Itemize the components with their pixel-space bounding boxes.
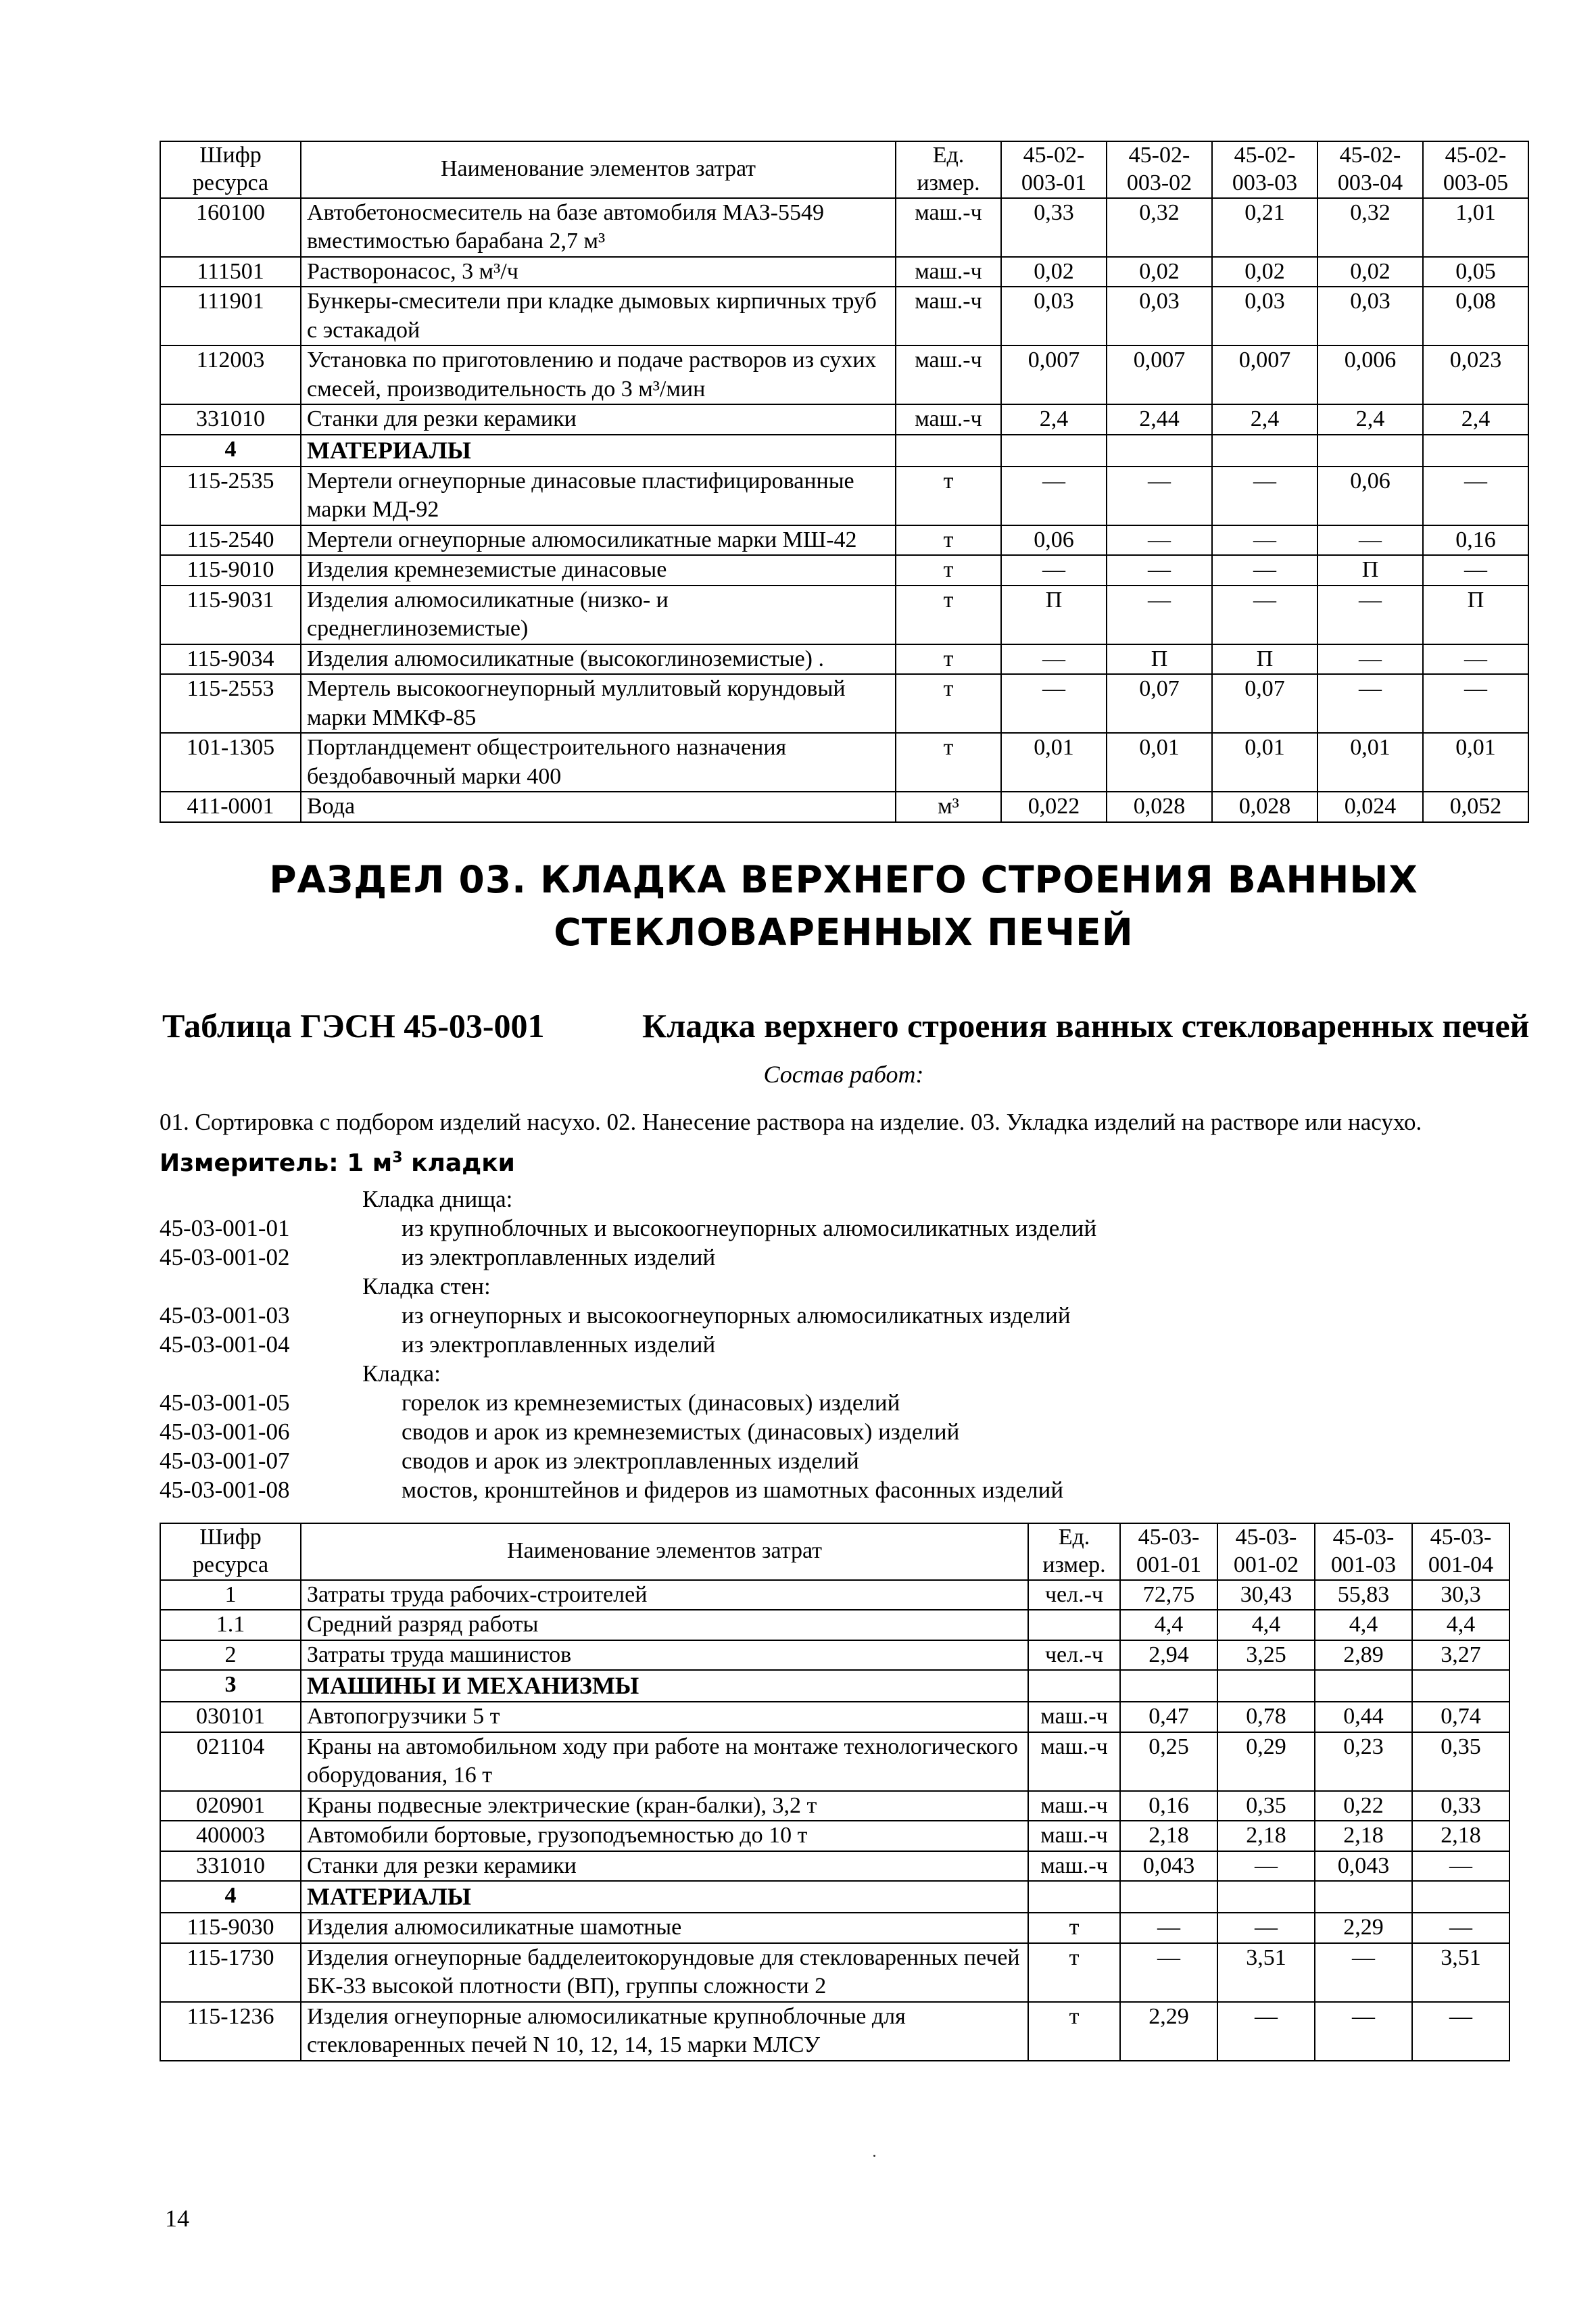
work-item-code: 45-03-001-08 <box>160 1477 290 1503</box>
resource-table-45-03-001 <box>160 1523 1510 2061</box>
cell-value: 0,23 <box>1315 1732 1412 1791</box>
work-item-code: 45-03-001-03 <box>160 1302 290 1329</box>
table-row <box>160 1913 1509 1943</box>
cell-value: 0,06 <box>1317 467 1423 525</box>
cell-code: 115-2535 <box>160 467 301 525</box>
cell-unit: маш.-ч <box>1028 1791 1120 1821</box>
cell-code: 4 <box>160 1881 301 1913</box>
work-item-code: 45-03-001-07 <box>160 1448 290 1474</box>
cell-value: — <box>1217 1851 1315 1882</box>
cell-value: 0,44 <box>1315 1702 1412 1732</box>
table-row <box>160 345 1528 404</box>
cell-value <box>1217 1670 1315 1702</box>
page-number: 14 <box>165 2205 189 2232</box>
cell-name: МАШИНЫ И МЕХАНИЗМЫ <box>301 1670 1028 1702</box>
cell-name: Затраты труда рабочих-строителей <box>301 1580 1028 1610</box>
cell-value: — <box>1317 586 1423 644</box>
cell-code: 115-2553 <box>160 674 301 733</box>
cell-value: — <box>1120 1943 1217 2002</box>
cell-value: 2,44 <box>1107 404 1212 435</box>
cell-value: — <box>1423 555 1528 586</box>
cell-unit: чел.-ч <box>1028 1580 1120 1610</box>
cell-value: 0,32 <box>1317 198 1423 257</box>
cell-unit: маш.-ч <box>1028 1702 1120 1732</box>
cell-code: 020901 <box>160 1791 301 1821</box>
cell-value: — <box>1412 1913 1509 1943</box>
cell-value: — <box>1317 644 1423 675</box>
work-item-desc: сводов и арок из электроплавленных изделий <box>402 1448 859 1474</box>
cell-value: 0,01 <box>1317 733 1423 792</box>
table-row <box>160 1732 1509 1791</box>
cell-value: — <box>1315 2002 1412 2061</box>
cell-value: 3,25 <box>1217 1640 1315 1671</box>
cell-value: П <box>1212 644 1317 675</box>
cell-value: 0,33 <box>1001 198 1107 257</box>
cell-value: 0,052 <box>1423 792 1528 822</box>
cell-value: 72,75 <box>1120 1580 1217 1610</box>
cell-name: Изделия огнеупорные бадделеитокорундовые для стекловаренных печей БК-33 высокой плотности (ВП), группы сложности 2 <box>301 1943 1028 2002</box>
cell-code: 111901 <box>160 287 301 345</box>
cell-value: П <box>1317 555 1423 586</box>
cell-value <box>1315 1881 1412 1913</box>
header-col: 45-02-003-03 <box>1212 141 1317 198</box>
cell-value: 2,18 <box>1412 1821 1509 1851</box>
cell-value: — <box>1001 467 1107 525</box>
cell-value: — <box>1217 2002 1315 2061</box>
cell-code: 1.1 <box>160 1610 301 1640</box>
cell-code: 115-9034 <box>160 644 301 675</box>
cell-name: Автобетоносмеситель на базе автомобиля МАЗ-5549 вместимостью барабана 2,7 м³ <box>301 198 896 257</box>
cell-code: 115-9031 <box>160 586 301 644</box>
cell-value: — <box>1317 674 1423 733</box>
cell-name: Растворонасос, 3 м³/ч <box>301 257 896 287</box>
cell-name: Мертели огнеупорные алюмосиликатные марки МШ-42 <box>301 525 896 556</box>
cell-value: 55,83 <box>1315 1580 1412 1610</box>
cell-name: Мертель высокоогнеупорный муллитовый корундовый марки ММКФ-85 <box>301 674 896 733</box>
cell-unit: т <box>896 525 1001 556</box>
cell-value: 2,18 <box>1120 1821 1217 1851</box>
cell-value: 30,43 <box>1217 1580 1315 1610</box>
cell-value: — <box>1412 1851 1509 1882</box>
cell-value: 0,023 <box>1423 345 1528 404</box>
cell-value: — <box>1107 586 1212 644</box>
cell-code: 115-2540 <box>160 525 301 556</box>
cell-value <box>1412 1881 1509 1913</box>
table-row <box>160 1702 1509 1732</box>
cell-value: 0,78 <box>1217 1702 1315 1732</box>
table-header-row <box>160 1523 1509 1580</box>
cell-value: 0,007 <box>1107 345 1212 404</box>
table-title: Кладка верхнего строения ванных стекловаренных печей <box>642 1007 1530 1045</box>
header-col: 45-02-003-04 <box>1317 141 1423 198</box>
cell-name: МАТЕРИАЛЫ <box>301 1881 1028 1913</box>
cell-value <box>1315 1670 1412 1702</box>
cell-code: 160100 <box>160 198 301 257</box>
cell-code: 331010 <box>160 404 301 435</box>
cell-value: 30,3 <box>1412 1580 1509 1610</box>
cell-value: 4,4 <box>1120 1610 1217 1640</box>
cell-value: 0,07 <box>1107 674 1212 733</box>
work-item-code: 45-03-001-06 <box>160 1418 290 1445</box>
work-item-desc: горелок из кремнеземистых (динасовых) изделий <box>402 1389 900 1416</box>
table-row <box>160 1943 1509 2002</box>
cell-code: 411-0001 <box>160 792 301 822</box>
cell-code: 115-1730 <box>160 1943 301 2002</box>
section-title <box>160 853 1528 959</box>
cell-value: — <box>1107 525 1212 556</box>
cell-unit: т <box>896 467 1001 525</box>
cell-value: 2,29 <box>1120 2002 1217 2061</box>
meter-line <box>160 1149 515 1177</box>
work-item-desc: мостов, кронштейнов и фидеров из шамотных фасонных изделий <box>402 1477 1064 1503</box>
cell-name: Краны подвесные электрические (кран-балки), 3,2 т <box>301 1791 1028 1821</box>
cell-value: 0,007 <box>1001 345 1107 404</box>
cell-unit: маш.-ч <box>1028 1821 1120 1851</box>
cell-value: 0,02 <box>1317 257 1423 287</box>
cell-value: 0,01 <box>1001 733 1107 792</box>
cell-unit: т <box>1028 1943 1120 2002</box>
cell-name: Изделия алюмосиликатные (высокоглиноземистые) . <box>301 644 896 675</box>
table-row <box>160 198 1528 257</box>
cell-value: 3,51 <box>1412 1943 1509 2002</box>
header-col: 45-03-001-03 <box>1315 1523 1412 1580</box>
cell-value: — <box>1107 555 1212 586</box>
work-item-code: 45-03-001-02 <box>160 1244 290 1270</box>
cell-unit: т <box>896 674 1001 733</box>
cell-value: — <box>1412 2002 1509 2061</box>
cell-value <box>1120 1670 1217 1702</box>
cell-value: 0,03 <box>1107 287 1212 345</box>
work-steps: 01. Сортировка с подбором изделий насухо. 02. Нанесение раствора на изделие. 03. Укладка изделий на растворе или насухо. <box>160 1109 1422 1135</box>
table-row <box>160 404 1528 435</box>
cell-value: — <box>1107 467 1212 525</box>
cell-value: 0,02 <box>1001 257 1107 287</box>
cell-value: 2,89 <box>1315 1640 1412 1671</box>
cell-unit: маш.-ч <box>1028 1732 1120 1791</box>
cell-value: 0,028 <box>1212 792 1317 822</box>
section-title-line: СТЕКЛОВАРЕННЫХ ПЕЧЕЙ <box>554 911 1134 954</box>
cell-value <box>1317 435 1423 467</box>
table-row <box>160 2002 1509 2061</box>
cell-code: 112003 <box>160 345 301 404</box>
section-row <box>160 435 1528 467</box>
cell-value: 0,03 <box>1317 287 1423 345</box>
cell-code: 4 <box>160 435 301 467</box>
cell-name: Автомобили бортовые, грузоподъемностью до 10 т <box>301 1821 1028 1851</box>
cell-value <box>1217 1881 1315 1913</box>
cell-value: — <box>1001 644 1107 675</box>
cell-code: 1 <box>160 1580 301 1610</box>
cell-value <box>1120 1881 1217 1913</box>
cell-value: 0,16 <box>1423 525 1528 556</box>
table-row <box>160 257 1528 287</box>
table-row <box>160 644 1528 675</box>
cell-value: 0,01 <box>1423 733 1528 792</box>
cell-unit: маш.-ч <box>896 345 1001 404</box>
cell-value: 0,02 <box>1107 257 1212 287</box>
cell-value: 0,006 <box>1317 345 1423 404</box>
cell-value: — <box>1001 555 1107 586</box>
cell-value: 4,4 <box>1412 1610 1509 1640</box>
cell-unit <box>1028 1670 1120 1702</box>
cell-value: 0,05 <box>1423 257 1528 287</box>
cell-value: П <box>1423 586 1528 644</box>
cell-value: 0,35 <box>1217 1791 1315 1821</box>
cell-name: Изделия алюмосиликатные шамотные <box>301 1913 1028 1943</box>
cell-value: 0,007 <box>1212 345 1317 404</box>
cell-code: 115-1236 <box>160 2002 301 2061</box>
header-col: 45-03-001-01 <box>1120 1523 1217 1580</box>
cell-value: 0,043 <box>1315 1851 1412 1882</box>
cell-value: 4,4 <box>1217 1610 1315 1640</box>
section-title-line: РАЗДЕЛ 03. КЛАДКА ВЕРХНЕГО СТРОЕНИЯ ВАННЫХ <box>269 858 1418 901</box>
cell-value <box>1001 435 1107 467</box>
cell-value: 0,03 <box>1212 287 1317 345</box>
header-code: Шифр ресурса <box>160 141 301 198</box>
table-row <box>160 1821 1509 1851</box>
header-col: 45-02-003-02 <box>1107 141 1212 198</box>
cell-value: 1,01 <box>1423 198 1528 257</box>
cell-name: Станки для резки керамики <box>301 404 896 435</box>
meter-prefix: Измеритель: 1 м <box>160 1149 393 1177</box>
cell-value: 2,18 <box>1217 1821 1315 1851</box>
work-item-desc: из огнеупорных и высокоогнеупорных алюмосиликатных изделий <box>402 1302 1071 1329</box>
cell-value: — <box>1423 467 1528 525</box>
cell-value: — <box>1212 586 1317 644</box>
cell-value: — <box>1212 525 1317 556</box>
cell-value: 0,01 <box>1107 733 1212 792</box>
header-col: 45-02-003-01 <box>1001 141 1107 198</box>
cell-value: 0,024 <box>1317 792 1423 822</box>
cell-unit: т <box>896 644 1001 675</box>
cell-value: 0,74 <box>1412 1702 1509 1732</box>
cell-value: 2,4 <box>1317 404 1423 435</box>
cell-value: 2,4 <box>1212 404 1317 435</box>
composition-label: Состав работ: <box>763 1061 924 1088</box>
cell-unit: м³ <box>896 792 1001 822</box>
table-header-row <box>160 141 1528 198</box>
table-row <box>160 1610 1509 1640</box>
table-row <box>160 733 1528 792</box>
work-item-code: 45-03-001-05 <box>160 1389 290 1416</box>
cell-value: 0,22 <box>1315 1791 1412 1821</box>
cell-value: 3,27 <box>1412 1640 1509 1671</box>
section-row <box>160 1881 1509 1913</box>
cell-unit: т <box>896 733 1001 792</box>
work-item-desc: из электроплавленных изделий <box>402 1244 716 1270</box>
work-item-code: 45-03-001-01 <box>160 1215 290 1241</box>
cell-code: 101-1305 <box>160 733 301 792</box>
cell-name: Автопогрузчики 5 т <box>301 1702 1028 1732</box>
cell-unit: маш.-ч <box>896 287 1001 345</box>
cell-value: — <box>1315 1943 1412 2002</box>
work-group-label: Кладка днища: <box>362 1186 513 1212</box>
cell-value <box>1423 435 1528 467</box>
table-row <box>160 674 1528 733</box>
cell-value: — <box>1212 555 1317 586</box>
header-unit: Ед. измер. <box>896 141 1001 198</box>
cell-value <box>1412 1670 1509 1702</box>
header-unit: Ед. измер. <box>1028 1523 1120 1580</box>
table-row <box>160 1851 1509 1882</box>
table-row <box>160 1640 1509 1671</box>
cell-value: 0,29 <box>1217 1732 1315 1791</box>
cell-value: — <box>1001 674 1107 733</box>
cell-value: 0,16 <box>1120 1791 1217 1821</box>
cell-name: Бункеры-смесители при кладке дымовых кирпичных труб с эстакадой <box>301 287 896 345</box>
cell-value: 0,07 <box>1212 674 1317 733</box>
cell-name: Средний разряд работы <box>301 1610 1028 1640</box>
cell-unit: т <box>896 586 1001 644</box>
cell-value <box>1107 435 1212 467</box>
cell-value: 3,51 <box>1217 1943 1315 2002</box>
cell-code: 021104 <box>160 1732 301 1791</box>
header-col: 45-02-003-05 <box>1423 141 1528 198</box>
cell-name: Изделия алюмосиликатные (низко- и среднеглиноземистые) <box>301 586 896 644</box>
cell-code: 2 <box>160 1640 301 1671</box>
cell-unit: маш.-ч <box>896 198 1001 257</box>
work-item-desc: из крупноблочных и высокоогнеупорных алюмосиликатных изделий <box>402 1215 1097 1241</box>
work-item-code: 45-03-001-04 <box>160 1331 290 1358</box>
cell-value: — <box>1317 525 1423 556</box>
cell-code: 331010 <box>160 1851 301 1882</box>
work-item-desc: из электроплавленных изделий <box>402 1331 716 1358</box>
table-row <box>160 1791 1509 1821</box>
cell-value: 0,043 <box>1120 1851 1217 1882</box>
cell-value: 0,06 <box>1001 525 1107 556</box>
cell-code: 111501 <box>160 257 301 287</box>
cell-unit: маш.-ч <box>896 404 1001 435</box>
cell-value: 0,01 <box>1212 733 1317 792</box>
cell-value: П <box>1001 586 1107 644</box>
cell-unit <box>896 435 1001 467</box>
cell-name: Изделия огнеупорные алюмосиликатные крупноблочные для стекловаренных печей N 10, 12, 14, 15 марки МЛСУ <box>301 2002 1028 2061</box>
work-group-label: Кладка стен: <box>362 1273 491 1299</box>
work-item-desc: сводов и арок из кремнеземистых (динасовых) изделий <box>402 1418 960 1445</box>
header-col: 45-03-001-02 <box>1217 1523 1315 1580</box>
cell-value: 0,32 <box>1107 198 1212 257</box>
table-label: Таблица ГЭСН 45-03-001 <box>162 1007 545 1045</box>
header-name: Наименование элементов затрат <box>301 1523 1028 1580</box>
table-row <box>160 287 1528 345</box>
meter-sup: 3 <box>392 1149 403 1166</box>
cell-value <box>1212 435 1317 467</box>
cell-value: 0,08 <box>1423 287 1528 345</box>
cell-unit <box>1028 1881 1120 1913</box>
cell-value: — <box>1217 1913 1315 1943</box>
cell-value: 0,21 <box>1212 198 1317 257</box>
meter-suffix: кладки <box>402 1149 515 1177</box>
header-code: Шифр ресурса <box>160 1523 301 1580</box>
cell-unit: маш.-ч <box>896 257 1001 287</box>
cell-code: 115-9030 <box>160 1913 301 1943</box>
cell-value: 0,022 <box>1001 792 1107 822</box>
cell-value: 0,25 <box>1120 1732 1217 1791</box>
cell-value: 2,18 <box>1315 1821 1412 1851</box>
cell-name: Краны на автомобильном ходу при работе на монтаже технологического оборудования, 16 т <box>301 1732 1028 1791</box>
cell-unit: чел.-ч <box>1028 1640 1120 1671</box>
scan-speck <box>873 2155 875 2157</box>
table-row <box>160 792 1528 822</box>
cell-value: 0,35 <box>1412 1732 1509 1791</box>
table-row <box>160 555 1528 586</box>
cell-value: 2,4 <box>1001 404 1107 435</box>
cell-name: Затраты труда машинистов <box>301 1640 1028 1671</box>
header-name: Наименование элементов затрат <box>301 141 896 198</box>
cell-value: 0,47 <box>1120 1702 1217 1732</box>
cell-unit: т <box>1028 1913 1120 1943</box>
cell-name: Вода <box>301 792 896 822</box>
cell-value: П <box>1107 644 1212 675</box>
cell-value: — <box>1423 674 1528 733</box>
cell-code: 115-9010 <box>160 555 301 586</box>
cell-value: 2,29 <box>1315 1913 1412 1943</box>
cell-value: 2,94 <box>1120 1640 1217 1671</box>
cell-value: 2,4 <box>1423 404 1528 435</box>
cell-unit: т <box>1028 2002 1120 2061</box>
table-row <box>160 586 1528 644</box>
work-group-label: Кладка: <box>362 1360 441 1387</box>
cell-name: Установка по приготовлению и подаче растворов из сухих смесей, производительность до 3 м³/мин <box>301 345 896 404</box>
table-row <box>160 1580 1509 1610</box>
cell-code: 030101 <box>160 1702 301 1732</box>
cell-unit: маш.-ч <box>1028 1851 1120 1882</box>
header-col: 45-03-001-04 <box>1412 1523 1509 1580</box>
cell-code: 400003 <box>160 1821 301 1851</box>
cell-name: Мертели огнеупорные динасовые пластифицированные марки МД-92 <box>301 467 896 525</box>
cell-unit <box>1028 1610 1120 1640</box>
cell-value: 4,4 <box>1315 1610 1412 1640</box>
table-row <box>160 525 1528 556</box>
cell-value: 0,028 <box>1107 792 1212 822</box>
cell-value: — <box>1212 467 1317 525</box>
cell-value: — <box>1120 1913 1217 1943</box>
cell-name: Станки для резки керамики <box>301 1851 1028 1882</box>
cell-value: 0,03 <box>1001 287 1107 345</box>
resource-table-45-02-003 <box>160 141 1529 823</box>
cell-value: 0,02 <box>1212 257 1317 287</box>
cell-value: 0,33 <box>1412 1791 1509 1821</box>
cell-code: 3 <box>160 1670 301 1702</box>
table-row <box>160 467 1528 525</box>
cell-unit: т <box>896 555 1001 586</box>
cell-name: МАТЕРИАЛЫ <box>301 435 896 467</box>
cell-value: — <box>1423 644 1528 675</box>
section-row <box>160 1670 1509 1702</box>
cell-name: Изделия кремнеземистые динасовые <box>301 555 896 586</box>
cell-name: Портландцемент общестроительного назначения бездобавочный марки 400 <box>301 733 896 792</box>
